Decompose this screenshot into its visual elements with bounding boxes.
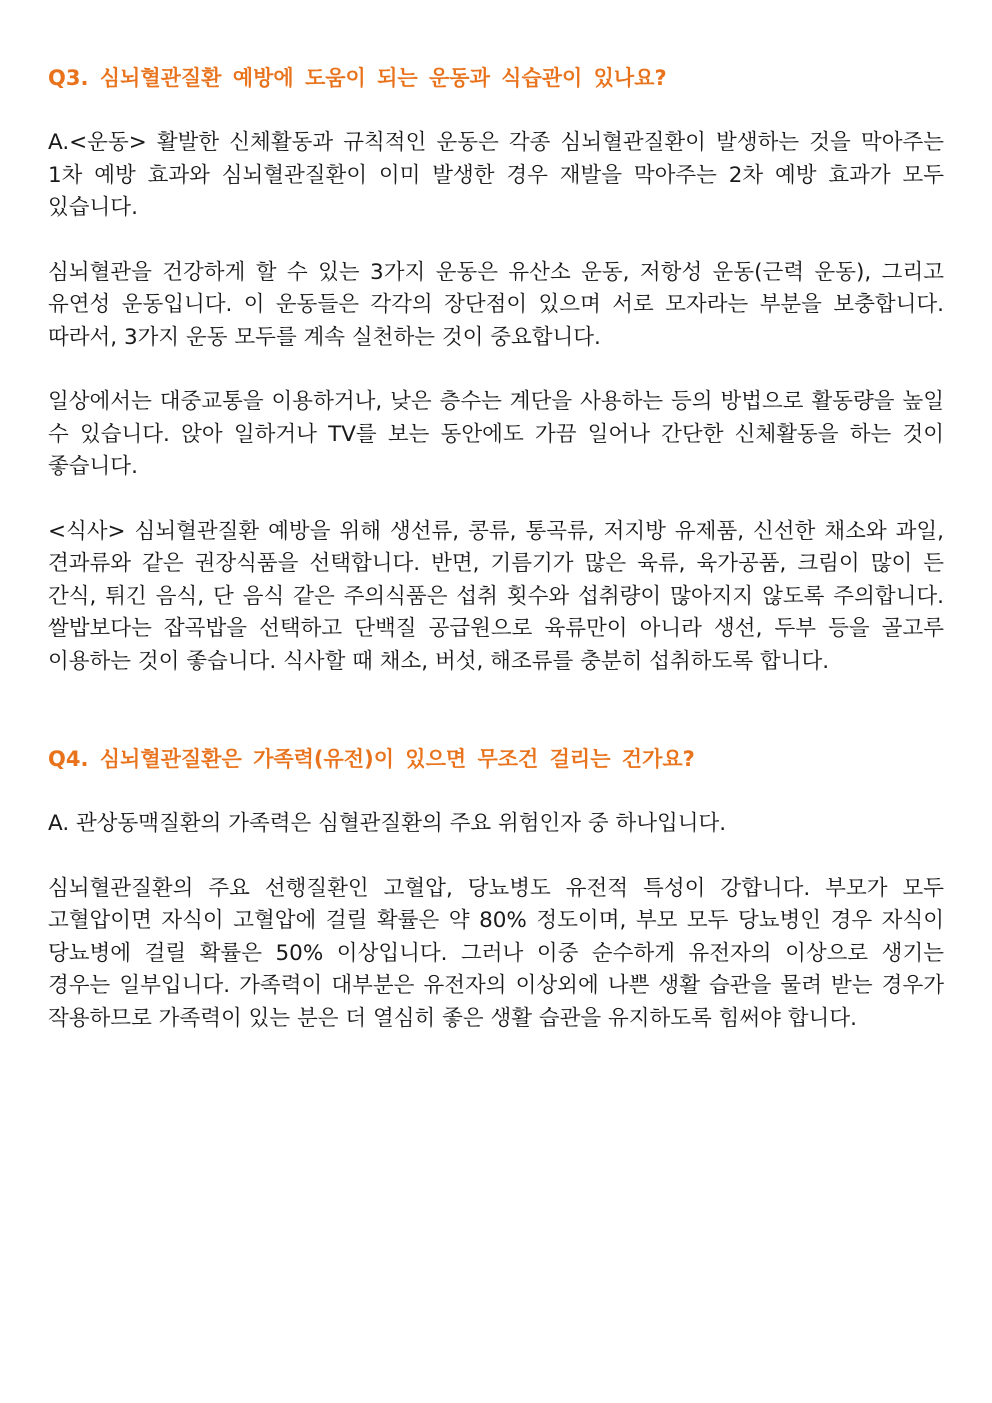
answer-daily-activity: 일상에서는 대중교통을 이용하거나, 낮은 층수는 계단을 사용하는 등의 방법으로 활동량을 높일 수 있습니다. 앉아 일하거나 TV를 보는 동안에도 가끔 일어나 간단한 신체활동을 하는 것이 좋습니다. [48,389,944,479]
answer-three-exercises: 심뇌혈관을 건강하게 할 수 있는 3가지 운동은 유산소 운동, 저항성 운동(근력 운동), 그리고 유연성 운동입니다. 이 운동들은 각각의 장단점이 있으며 서로 모자라는 부분을 보충합니다. 따라서, 3가지 운동 모두를 계속 실천하는 것이 중요합니다. [48,259,944,350]
answer-exercise-intro: A.<운동> 활발한 신체활동과 규칙적인 운동은 각종 심뇌혈관질환이 발생하는 것을 막아주는 1차 예방 효과와 심뇌혈관질환이 이미 발생한 경우 재발을 막아주는 2차 예방 효과가 모두 있습니다. [48,130,944,220]
answer-family-history: A. 관상동맥질환의 가족력은 심혈관질환의 주요 위험인자 중 하나입니다. [48,811,727,836]
document-page [48,62,944,1035]
question-q3: Q3. 심뇌혈관질환 예방에 도움이 되는 운동과 식습관이 있나요? [48,66,667,90]
question-q4: Q4. 심뇌혈관질환은 가족력(유전)이 있으면 무조건 걸리는 건가요? [48,747,695,771]
answer-genetic-factors: 심뇌혈관질환의 주요 선행질환인 고혈압, 당뇨병도 유전적 특성이 강합니다. 부모가 모두 고혈압이면 자식이 고혈압에 걸릴 확률은 약 80% 정도이며, 부모 모두 당뇨병인 경우 자식이 당뇨병에 걸릴 확률은 50% 이상입니다. 그러나 이중 순수하게 유전자의 이상으로 생기는 경우는 일부입니다. 가족력이 대부분은 유전자의 이상외에 나쁜 생활 습관을 물려 받는 경우가 작용하므로 가족력이 있는 분은 더 열심히 좋은 생활 습관을 유지하도록 힘써야 합니다. [48,875,944,1031]
answer-diet: <식사> 심뇌혈관질환 예방을 위해 생선류, 콩류, 통곡류, 저지방 유제품, 신선한 채소와 과일, 견과류와 같은 권장식품을 선택합니다. 반면, 기름기가 많은 육류, 육가공품, 크림이 많이 든 간식, 튀긴 음식, 단 음식 같은 주의식품은 섭취 횟수와 섭취량이 많아지지 않도록 주의합니다. 쌀밥보다는 잡곡밥을 선택하고 단백질 공급원으로 육류만이 아니라 생선, 두부 등을 골고루 이용하는 것이 좋습니다. 식사할 때 채소, 버섯, 해조류를 충분히 섭취하도록 합니다. [48,518,944,674]
